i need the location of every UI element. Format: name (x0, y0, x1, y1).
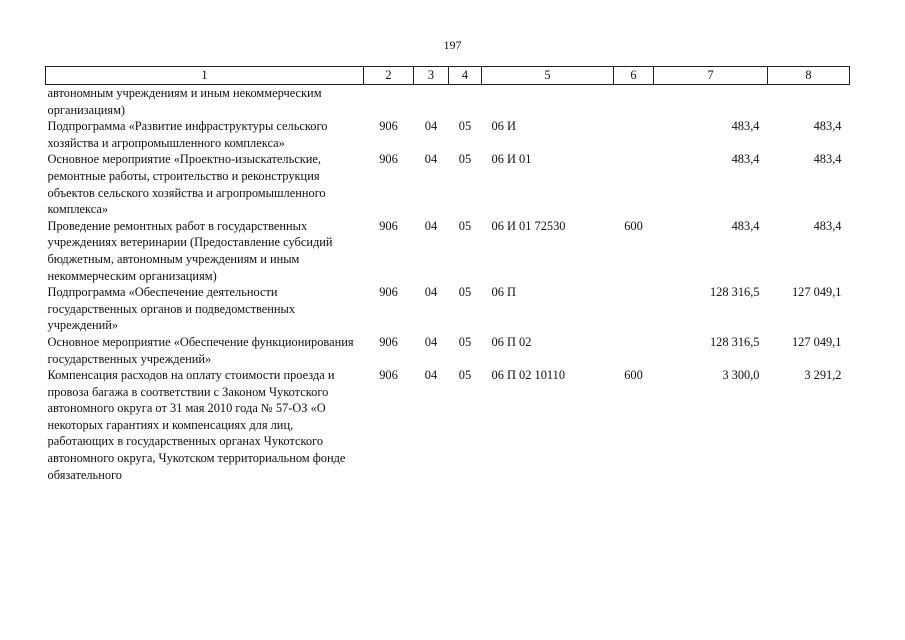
row-name: Основное мероприятие «Проектно-изыскательские, ремонтные работы, строительство и реконструкция объектов сельского хозяйства и агропромышленного комплекса» (47, 152, 326, 217)
row-target-article: 06 П 02 10110 (491, 368, 566, 383)
row-name: Подпрограмма «Развитие инфраструктуры сельского хозяйства и агропромышленного комплекса» (47, 119, 328, 150)
table-header-row (46, 67, 850, 85)
column-header: 1 (46, 67, 364, 85)
row-sum-2: 127 049,1 (791, 334, 842, 349)
row-subsection: 05 (458, 368, 472, 383)
row-subsection: 05 (458, 218, 472, 233)
row-subsection: 05 (458, 119, 472, 134)
row-sum-1: 483,4 (731, 152, 760, 167)
row-sum-2 (768, 85, 850, 119)
row-expense-type (614, 85, 654, 119)
column-header: 8 (768, 67, 850, 85)
table-row (46, 85, 850, 119)
row-sum-2: 3 291,2 (804, 368, 842, 383)
column-header: 6 (614, 67, 654, 85)
column-header: 5 (482, 67, 614, 85)
row-sum-2: 483,4 (813, 152, 842, 167)
row-target-article: 06 И (491, 119, 516, 134)
table-row (46, 334, 850, 367)
row-subsection: 05 (458, 152, 472, 167)
row-sum-2: 483,4 (813, 119, 842, 134)
row-grbs: 906 (379, 152, 398, 167)
row-name: автономным учреждениям и иным некоммерческим организациям) (47, 86, 322, 117)
row-expense-type: 600 (624, 368, 643, 383)
row-sum-2: 127 049,1 (791, 285, 842, 300)
column-header: 3 (414, 67, 449, 85)
row-grbs: 906 (379, 218, 398, 233)
row-section: 04 (424, 285, 438, 300)
row-name: Проведение ремонтных работ в государственных учреждениях ветеринарии (Предоставление субсидий бюджетным, автономным учреждениям и иным некоммерческим организациям) (47, 218, 333, 283)
row-subsection (449, 85, 482, 119)
row-expense-type (614, 284, 654, 334)
row-sum-1: 3 300,0 (722, 368, 760, 383)
row-sum-1: 128 316,5 (709, 334, 760, 349)
row-name: Компенсация расходов на оплату стоимости проезда и провоза багажа в соответствии с Законом Чукотского автономного округа от 31 мая 2010 года № 57-ОЗ «О некоторых гарантиях и компенсациях для лиц, работающих в государственных органах Чукотского автономного округа, Чукотском территориальном фонде обязательного (47, 368, 346, 482)
row-subsection: 05 (458, 334, 472, 349)
row-sum-1: 483,4 (731, 218, 760, 233)
row-target-article: 06 И 01 72530 (491, 218, 566, 233)
column-header: 7 (654, 67, 768, 85)
row-sum-2: 483,4 (813, 218, 842, 233)
row-section: 04 (424, 368, 438, 383)
budget-table (45, 66, 850, 483)
table-row (46, 218, 850, 284)
row-expense-type (614, 118, 654, 151)
row-section: 04 (424, 218, 438, 233)
row-section: 04 (424, 119, 438, 134)
row-sum-1 (654, 85, 768, 119)
row-grbs: 906 (379, 119, 398, 134)
row-target-article (482, 85, 614, 119)
row-target-article: 06 П 02 (491, 334, 532, 349)
page-number: 197 (443, 38, 462, 52)
row-expense-type (614, 151, 654, 217)
row-name: Подпрограмма «Обеспечение деятельности государственных органов и подведомственных учреждений» (47, 285, 296, 333)
table-row (46, 151, 850, 217)
row-section: 04 (424, 334, 438, 349)
row-section: 04 (424, 152, 438, 167)
row-sum-1: 483,4 (731, 119, 760, 134)
row-target-article: 06 И 01 (491, 152, 532, 167)
row-section (414, 85, 449, 119)
row-expense-type: 600 (624, 218, 643, 233)
row-grbs (364, 85, 414, 119)
row-grbs: 906 (379, 285, 398, 300)
row-grbs: 906 (379, 368, 398, 383)
table-row (46, 284, 850, 334)
column-header: 2 (364, 67, 414, 85)
table-row (46, 367, 850, 483)
row-grbs: 906 (379, 334, 398, 349)
row-subsection: 05 (458, 285, 472, 300)
row-expense-type (614, 334, 654, 367)
row-target-article: 06 П (491, 285, 516, 300)
row-name: Основное мероприятие «Обеспечение функционирования государственных учреждений» (47, 334, 354, 366)
row-sum-1: 128 316,5 (709, 285, 760, 300)
table-row (46, 118, 850, 151)
column-header: 4 (449, 67, 482, 85)
